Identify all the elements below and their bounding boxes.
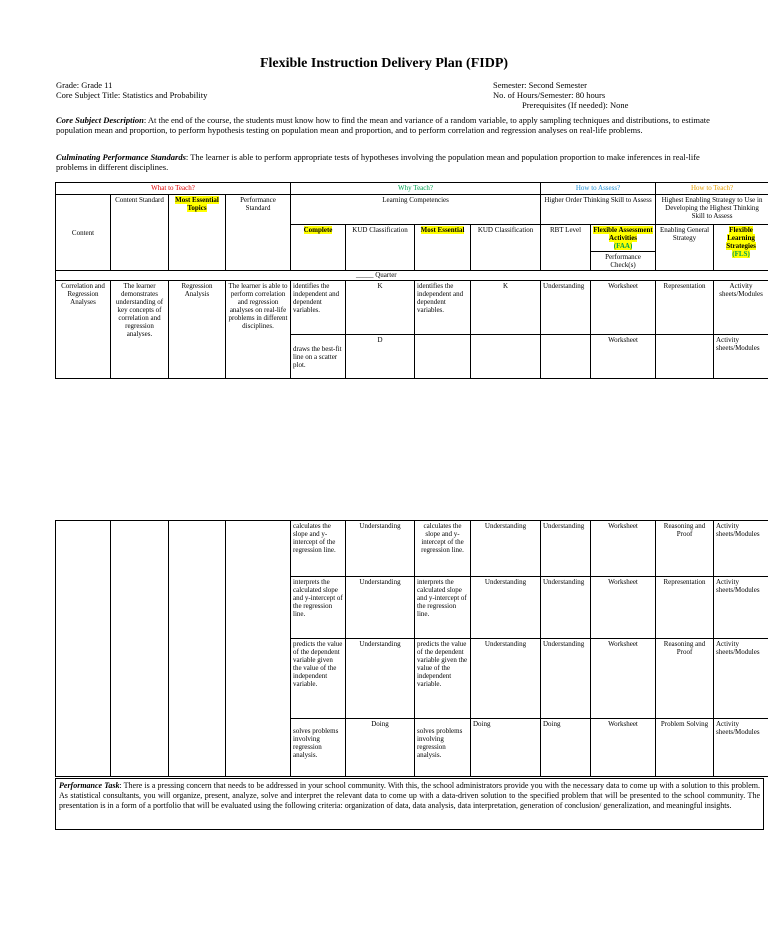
meta-left — [56, 80, 207, 100]
fls-cell: Activity sheets/Modules — [714, 281, 768, 335]
kud-cell: D — [346, 335, 415, 379]
what-to-teach-header: What to Teach? — [56, 183, 291, 195]
hours-label: No. of Hours/Semester: 80 hours — [493, 90, 606, 100]
content-cell — [56, 521, 111, 777]
faa-cell: Worksheet — [591, 719, 656, 777]
enabling-general-strategy-header: Enabling General Strategy — [656, 225, 714, 271]
culminating-text: : The learner is able to perform appropriate tests of hypotheses involving the population mean and population proportion to make inferences in real-life problems in different disciplines. — [56, 152, 700, 172]
content-standard-cell: The learner demonstrates understanding of key concepts of correlation and regression analyses. — [111, 281, 169, 379]
competency-cell: calculates the slope and y-intercept of the regression line. — [291, 521, 346, 577]
performance-task-box — [55, 778, 764, 830]
content-standard-header: Content Standard — [111, 195, 169, 271]
fls-cell: Activity sheets/Modules — [714, 639, 768, 719]
essential-competency-cell: interprets the calculated slope and y-intercept of the regression line. — [415, 577, 471, 639]
content-cell: Correlation and Regression Analyses — [56, 281, 111, 379]
performance-standard-header: Performance Standard — [226, 195, 291, 271]
faa-cell: Worksheet — [591, 639, 656, 719]
topic-cell: Regression Analysis — [169, 281, 226, 379]
kud2-cell — [471, 335, 541, 379]
why-teach-header: Why Teach? — [291, 183, 541, 195]
essential-competency-cell: solves problems involving regression analysis. — [415, 719, 471, 777]
competency-cell: interprets the calculated slope and y-intercept of the regression line. — [291, 577, 346, 639]
fls-cell: Activity sheets/Modules — [714, 719, 768, 777]
how-to-teach-header: How to Teach? — [656, 183, 768, 195]
rbt-cell: Understanding — [541, 521, 591, 577]
faa-cell: Worksheet — [591, 335, 656, 379]
fidp-table-bottom — [55, 520, 768, 777]
performance-task-text: : There is a pressing concern that needs to be addressed in your school community. With this, the school administrators provide you with the necessary data to come up with a solution to this problem. As statistical consultants, you will organize, present, analyze, solve and interpret the relevant data to come up with a data-driven solution to the specified problem that will be presented to the school community. The presentation is in a form of a portfolio that will be evaluated using the following criteria: organization of data, data analysis, data interpretation, generation of conclusion/ generalization, and meaningful insights. — [59, 781, 760, 810]
culminating-label: Culminating Performance Standards — [56, 152, 186, 162]
learning-competencies-header: Learning Competencies — [291, 195, 541, 225]
egs-cell — [656, 335, 714, 379]
complete-header: Complete — [291, 225, 346, 271]
egs-cell: Problem Solving — [656, 719, 714, 777]
quarter-row: _____ Quarter — [56, 271, 768, 281]
fls-cell: Activity sheets/Modules — [714, 521, 768, 577]
competency-cell: predicts the value of the dependent variable given the value of the independent variable. — [291, 639, 346, 719]
description-text: : At the end of the course, the students must know how to find the mean and variance of a random variable, to apply sampling techniques and distributions, to estimate population mean and proportion, to perform hypothesis testing on population mean and proportion, and to perform correlation and regression analyses on real-life problems. — [56, 115, 710, 135]
egs-cell: Representation — [656, 577, 714, 639]
content-header: Content — [56, 195, 111, 271]
most-essential-header: Most Essential — [415, 225, 471, 271]
kud-cell: Understanding — [346, 521, 415, 577]
kud2-cell: Understanding — [471, 577, 541, 639]
essential-competency-cell: calculates the slope and y-intercept of the regression line. — [415, 521, 471, 577]
essential-competency-cell — [415, 335, 471, 379]
kud-classification-header-1: KUD Classification — [346, 225, 415, 271]
table-row — [56, 521, 768, 577]
kud-classification-header-2: KUD Classification — [471, 225, 541, 271]
core-subject-description — [56, 115, 716, 135]
hots-header: Higher Order Thinking Skill to Assess — [541, 195, 656, 225]
egs-cell: Reasoning and Proof — [656, 639, 714, 719]
competency-cell: draws the best-fit line on a scatter plot. — [291, 335, 346, 379]
fls-cell: Activity sheets/Modules — [714, 335, 768, 379]
essential-competency-cell: identifies the independent and dependent variables. — [415, 281, 471, 335]
fls-cell: Activity sheets/Modules — [714, 577, 768, 639]
faa-cell: Worksheet — [591, 281, 656, 335]
culminating-standards — [56, 152, 716, 172]
fls-header: Flexible Learning Strategies (FLS) — [714, 225, 768, 271]
fidp-table-top — [55, 182, 768, 379]
kud-cell: Understanding — [346, 639, 415, 719]
performance-standard-cell — [226, 521, 291, 777]
competency-cell: identifies the independent and dependent variables. — [291, 281, 346, 335]
egs-cell: Reasoning and Proof — [656, 521, 714, 577]
rbt-cell: Doing — [541, 719, 591, 777]
egs-cell: Representation — [656, 281, 714, 335]
grade-label: Grade: Grade 11 — [56, 80, 113, 90]
description-label: Core Subject Description — [56, 115, 144, 125]
performance-task-label: Performance Task — [59, 781, 120, 790]
kud2-cell: Understanding — [471, 639, 541, 719]
kud-cell: Doing — [346, 719, 415, 777]
kud-cell: Understanding — [346, 577, 415, 639]
most-essential-topics-header: Most Essential Topics — [169, 195, 226, 271]
topic-cell — [169, 521, 226, 777]
performance-check-header: Performance Check(s) — [591, 251, 655, 270]
faa-cell: Worksheet — [591, 521, 656, 577]
how-to-assess-header: How to Assess? — [541, 183, 656, 195]
rbt-cell: Understanding — [541, 281, 591, 335]
document-title: Flexible Instruction Delivery Plan (FIDP) — [259, 56, 509, 71]
faa-cell: Worksheet — [591, 577, 656, 639]
subject-title-label: Core Subject Title: Statistics and Probability — [56, 90, 208, 100]
semester-label: Semester: Second Semester — [493, 80, 587, 90]
kud2-cell: Understanding — [471, 521, 541, 577]
faa-header: Flexible Assessment Activities (FAA) Performance Check(s) — [591, 225, 656, 271]
kud2-cell: Doing — [471, 719, 541, 777]
content-standard-cell — [111, 521, 169, 777]
rbt-level-header: RBT Level — [541, 225, 591, 271]
rbt-cell — [541, 335, 591, 379]
rbt-cell: Understanding — [541, 639, 591, 719]
prerequisites-label: Prerequisites (If needed): None — [522, 100, 629, 110]
meta-right — [493, 80, 605, 100]
kud-cell: K — [346, 281, 415, 335]
rbt-cell: Understanding — [541, 577, 591, 639]
kud2-cell: K — [471, 281, 541, 335]
performance-standard-cell: The learner is able to perform correlation and regression analyses on real-life problems in different disciplines. — [226, 281, 291, 379]
heses-header: Highest Enabling Strategy to Use in Developing the Highest Thinking Skill to Assess — [656, 195, 768, 225]
essential-competency-cell: predicts the value of the dependent variable given the value of the independent variable. — [415, 639, 471, 719]
competency-cell: solves problems involving regression analysis. — [291, 719, 346, 777]
